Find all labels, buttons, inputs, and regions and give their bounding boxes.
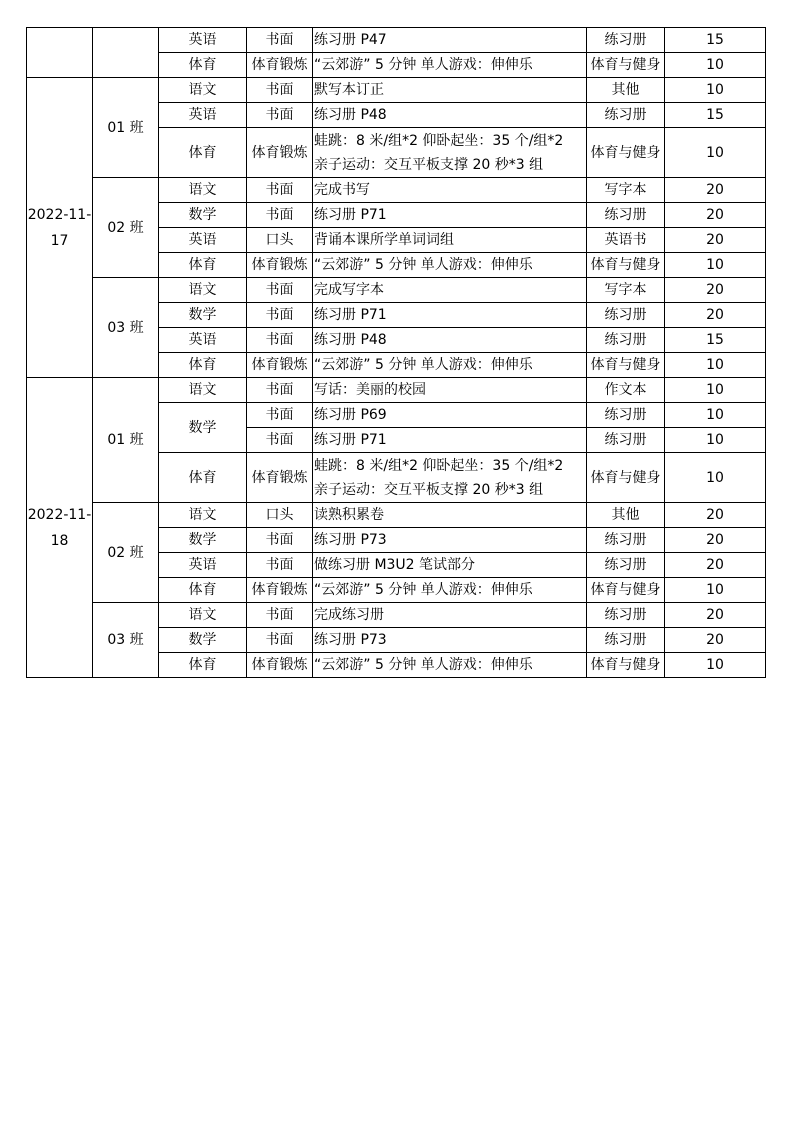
time-cell: 10 bbox=[665, 653, 766, 678]
carrier-cell: 写字本 bbox=[587, 178, 665, 203]
class-cell: 03 班 bbox=[93, 603, 159, 678]
subject-cell: 语文 bbox=[159, 503, 247, 528]
class-cell: 02 班 bbox=[93, 503, 159, 603]
content-cell: 练习册 P71 bbox=[313, 303, 587, 328]
form-cell: 书面 bbox=[247, 28, 313, 53]
subject-cell: 语文 bbox=[159, 78, 247, 103]
time-cell: 20 bbox=[665, 203, 766, 228]
content-cell: 读熟积累卷 bbox=[313, 503, 587, 528]
form-cell: 书面 bbox=[247, 603, 313, 628]
carrier-cell: 体育与健身 bbox=[587, 578, 665, 603]
time-cell: 20 bbox=[665, 628, 766, 653]
content-cell bbox=[313, 453, 587, 503]
table-row bbox=[27, 178, 766, 203]
time-cell: 15 bbox=[665, 103, 766, 128]
carrier-cell: 练习册 bbox=[587, 328, 665, 353]
form-cell: 书面 bbox=[247, 528, 313, 553]
form-cell: 口头 bbox=[247, 503, 313, 528]
subject-cell: 英语 bbox=[159, 328, 247, 353]
carrier-cell: 其他 bbox=[587, 78, 665, 103]
subject-cell: 英语 bbox=[159, 553, 247, 578]
time-cell: 20 bbox=[665, 303, 766, 328]
form-cell: 书面 bbox=[247, 303, 313, 328]
class-cell: 01 班 bbox=[93, 78, 159, 178]
subject-cell: 语文 bbox=[159, 278, 247, 303]
subject-cell: 语文 bbox=[159, 378, 247, 403]
time-cell: 15 bbox=[665, 328, 766, 353]
time-cell: 10 bbox=[665, 428, 766, 453]
content-cell: 写话：美丽的校园 bbox=[313, 378, 587, 403]
time-cell: 20 bbox=[665, 503, 766, 528]
content-cell: 练习册 P48 bbox=[313, 328, 587, 353]
carrier-cell: 作文本 bbox=[587, 378, 665, 403]
table-row bbox=[27, 603, 766, 628]
subject-cell: 体育 bbox=[159, 128, 247, 178]
carrier-cell: 英语书 bbox=[587, 228, 665, 253]
content-cell: “云郊游” 5 分钟 单人游戏：伸伸乐 bbox=[313, 53, 587, 78]
content-cell: 完成书写 bbox=[313, 178, 587, 203]
table-row bbox=[27, 503, 766, 528]
class-cell: 03 班 bbox=[93, 278, 159, 378]
time-cell: 10 bbox=[665, 78, 766, 103]
subject-cell: 英语 bbox=[159, 228, 247, 253]
content-cell bbox=[313, 128, 587, 178]
carrier-cell: 体育与健身 bbox=[587, 128, 665, 178]
content-cell: “云郊游” 5 分钟 单人游戏：伸伸乐 bbox=[313, 253, 587, 278]
time-cell: 10 bbox=[665, 403, 766, 428]
carrier-cell: 体育与健身 bbox=[587, 53, 665, 78]
form-cell: 书面 bbox=[247, 378, 313, 403]
carrier-cell: 体育与健身 bbox=[587, 353, 665, 378]
time-cell: 10 bbox=[665, 378, 766, 403]
content-cell: “云郊游” 5 分钟 单人游戏：伸伸乐 bbox=[313, 578, 587, 603]
time-cell: 10 bbox=[665, 353, 766, 378]
form-cell: 书面 bbox=[247, 278, 313, 303]
time-cell: 10 bbox=[665, 128, 766, 178]
subject-cell: 体育 bbox=[159, 253, 247, 278]
subject-cell: 英语 bbox=[159, 103, 247, 128]
content-line: 亲子运动：交互平板支撑 20 秒*3 组 bbox=[314, 481, 544, 498]
form-cell: 书面 bbox=[247, 403, 313, 428]
time-cell: 20 bbox=[665, 603, 766, 628]
content-line: 蛙跳：8 米/组*2 仰卧起坐：35 个/组*2 bbox=[314, 132, 564, 149]
form-cell: 书面 bbox=[247, 553, 313, 578]
subject-cell: 语文 bbox=[159, 178, 247, 203]
content-cell: 练习册 P69 bbox=[313, 403, 587, 428]
homework-table bbox=[26, 27, 766, 678]
carrier-cell: 练习册 bbox=[587, 528, 665, 553]
content-cell: 练习册 P71 bbox=[313, 203, 587, 228]
form-cell: 书面 bbox=[247, 428, 313, 453]
carrier-cell: 练习册 bbox=[587, 628, 665, 653]
form-cell: 书面 bbox=[247, 78, 313, 103]
form-cell: 体育锻炼 bbox=[247, 453, 313, 503]
table-row bbox=[27, 28, 766, 53]
form-cell: 体育锻炼 bbox=[247, 128, 313, 178]
carrier-cell: 写字本 bbox=[587, 278, 665, 303]
content-cell: 练习册 P73 bbox=[313, 628, 587, 653]
table-row bbox=[27, 378, 766, 403]
form-cell: 体育锻炼 bbox=[247, 653, 313, 678]
carrier-cell: 练习册 bbox=[587, 553, 665, 578]
carrier-cell: 练习册 bbox=[587, 303, 665, 328]
content-line: 蛙跳：8 米/组*2 仰卧起坐：35 个/组*2 bbox=[314, 457, 564, 474]
time-cell: 15 bbox=[665, 28, 766, 53]
time-cell: 10 bbox=[665, 453, 766, 503]
time-cell: 20 bbox=[665, 278, 766, 303]
form-cell: 书面 bbox=[247, 328, 313, 353]
date-cell: 2022-11-18 bbox=[27, 378, 93, 678]
carrier-cell: 其他 bbox=[587, 503, 665, 528]
carrier-cell: 练习册 bbox=[587, 103, 665, 128]
subject-cell: 数学 bbox=[159, 203, 247, 228]
content-cell: 完成写字本 bbox=[313, 278, 587, 303]
content-cell: 练习册 P73 bbox=[313, 528, 587, 553]
content-cell: “云郊游” 5 分钟 单人游戏：伸伸乐 bbox=[313, 353, 587, 378]
time-cell: 10 bbox=[665, 253, 766, 278]
form-cell: 书面 bbox=[247, 178, 313, 203]
carrier-cell: 体育与健身 bbox=[587, 453, 665, 503]
carrier-cell: 练习册 bbox=[587, 603, 665, 628]
content-cell: 完成练习册 bbox=[313, 603, 587, 628]
subject-cell: 数学 bbox=[159, 403, 247, 453]
subject-cell: 体育 bbox=[159, 53, 247, 78]
subject-cell: 数学 bbox=[159, 528, 247, 553]
carrier-cell: 体育与健身 bbox=[587, 253, 665, 278]
form-cell: 体育锻炼 bbox=[247, 578, 313, 603]
subject-cell: 数学 bbox=[159, 303, 247, 328]
date-cell: 2022-11-17 bbox=[27, 78, 93, 378]
form-cell: 书面 bbox=[247, 203, 313, 228]
content-cell: 背诵本课所学单词词组 bbox=[313, 228, 587, 253]
carrier-cell: 练习册 bbox=[587, 28, 665, 53]
subject-cell: 语文 bbox=[159, 603, 247, 628]
time-cell: 10 bbox=[665, 53, 766, 78]
time-cell: 20 bbox=[665, 528, 766, 553]
content-cell: 练习册 P47 bbox=[313, 28, 587, 53]
form-cell: 体育锻炼 bbox=[247, 353, 313, 378]
carrier-cell: 练习册 bbox=[587, 203, 665, 228]
table-row bbox=[27, 278, 766, 303]
carrier-cell: 练习册 bbox=[587, 428, 665, 453]
content-cell: 默写本订正 bbox=[313, 78, 587, 103]
subject-cell: 体育 bbox=[159, 453, 247, 503]
subject-cell: 体育 bbox=[159, 653, 247, 678]
class-cell: 02 班 bbox=[93, 178, 159, 278]
form-cell: 体育锻炼 bbox=[247, 53, 313, 78]
time-cell: 20 bbox=[665, 228, 766, 253]
time-cell: 10 bbox=[665, 578, 766, 603]
table-row bbox=[27, 78, 766, 103]
date-cell-continued bbox=[27, 28, 93, 78]
form-cell: 口头 bbox=[247, 228, 313, 253]
content-cell: 做练习册 M3U2 笔试部分 bbox=[313, 553, 587, 578]
form-cell: 书面 bbox=[247, 628, 313, 653]
subject-cell: 体育 bbox=[159, 578, 247, 603]
content-line: 亲子运动：交互平板支撑 20 秒*3 组 bbox=[314, 156, 544, 173]
subject-cell: 数学 bbox=[159, 628, 247, 653]
form-cell: 书面 bbox=[247, 103, 313, 128]
class-cell: 01 班 bbox=[93, 378, 159, 503]
carrier-cell: 练习册 bbox=[587, 403, 665, 428]
content-cell: 练习册 P48 bbox=[313, 103, 587, 128]
time-cell: 20 bbox=[665, 553, 766, 578]
subject-cell: 体育 bbox=[159, 353, 247, 378]
form-cell: 体育锻炼 bbox=[247, 253, 313, 278]
time-cell: 20 bbox=[665, 178, 766, 203]
content-cell: 练习册 P71 bbox=[313, 428, 587, 453]
class-cell-continued bbox=[93, 28, 159, 78]
subject-cell: 英语 bbox=[159, 28, 247, 53]
carrier-cell: 体育与健身 bbox=[587, 653, 665, 678]
content-cell: “云郊游” 5 分钟 单人游戏：伸伸乐 bbox=[313, 653, 587, 678]
